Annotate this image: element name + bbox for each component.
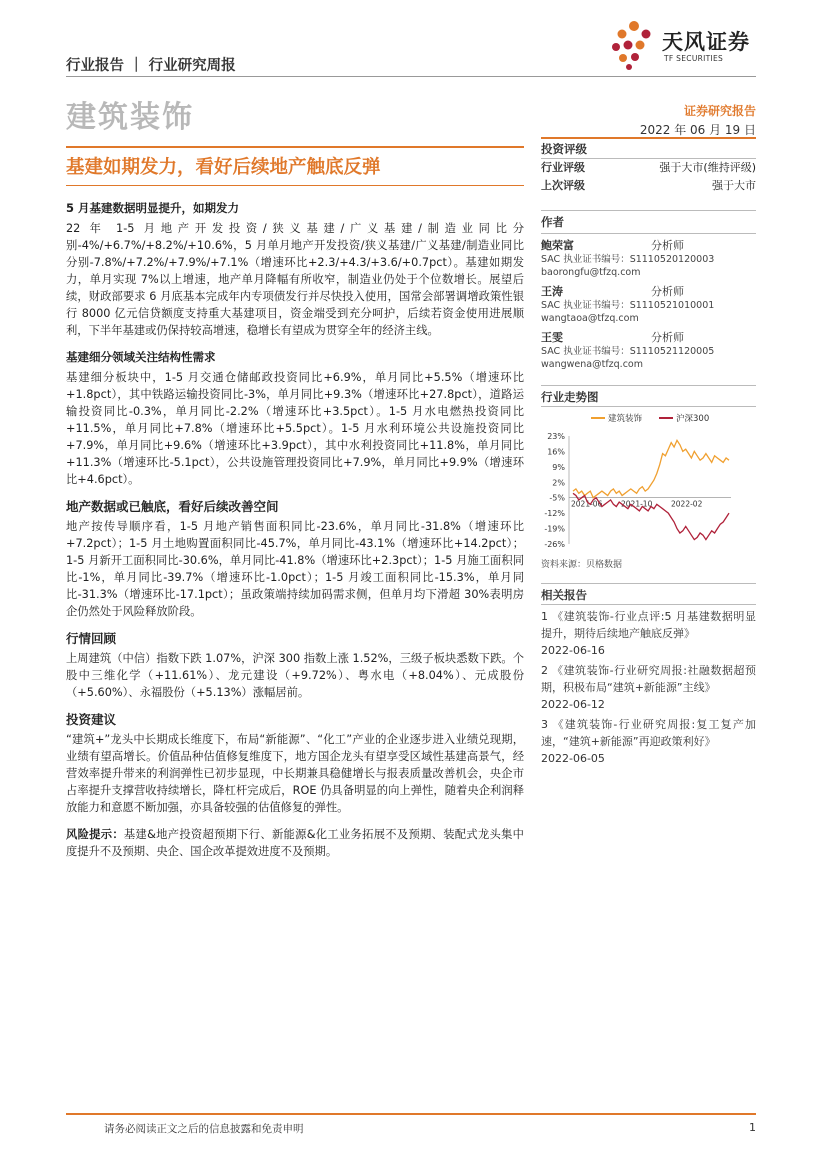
rating-row-current — [541, 159, 756, 177]
trend-heading: 行业走势图 — [541, 390, 599, 404]
related-report-title[interactable]: 3 《建筑装饰-行业研究周报:复工复产加速，“建筑+新能源”再迎政策利好》 — [541, 718, 756, 748]
analyst-card — [541, 283, 756, 325]
report-date: 2022 年 06 月 19 日 — [639, 123, 756, 137]
y-tick-label: -12% — [544, 509, 565, 519]
y-tick-label: -19% — [544, 524, 565, 534]
risk-paragraph — [66, 826, 524, 860]
related-heading: 相关报告 — [541, 588, 587, 602]
section-heading-infra-segments: 基建细分领域关注结构性需求 — [66, 350, 216, 364]
title-top-rule — [66, 146, 524, 148]
legend-label: 沪深300 — [676, 414, 710, 424]
tf-logo-icon — [608, 18, 660, 70]
related-report-date: 2022-06-05 — [541, 752, 605, 765]
rating-value-previous: 强于大市 — [712, 179, 756, 192]
footer-rule — [66, 1113, 756, 1115]
section-paragraph-infra-data: 22 年 1-5 月地产开发投资/狭义基建/广义基建/制造业同比分别-4%/+6.7%/+8.2%/+10.6%，5 月单月地产开发投资/狭义基建/广义基建/制造业同比分别-7.8%/+7.2%/+7.9%/+7.1%（增速环比+2.3/+4.3/+3.6/+0.7pct）。基建如期发力，单月实现 7%以上增速，地产单月降幅有所收窄，制造业仍处于个位数增长。展望后续，财政部要求 6 月底基本完成年内专项债发行并尽快投入使用，国常会部署调增政策性银行 8000 亿元信贷额度支持重大基建项目，资金端受到充分呵护，后续若资金使用进展顺利，下半年基建或仍保持较高增速，稳增长有望成为贯穿全年的经济主线。 — [66, 222, 524, 337]
analyst-name: 王雯 — [541, 331, 563, 344]
trend-top-rule — [541, 385, 756, 386]
analyst-role: 分析师 — [651, 239, 684, 252]
y-tick-label: -5% — [549, 493, 565, 503]
analyst-cert: SAC 执业证书编号：S1110521010001 — [541, 300, 715, 311]
page-number: 1 — [749, 1121, 756, 1134]
related-report-item[interactable] — [541, 662, 756, 713]
logo-name-en: TF SECURITIES — [664, 54, 724, 63]
analyst-role: 分析师 — [651, 331, 684, 344]
rating-value-current: 强于大市(维持评级) — [659, 161, 756, 174]
y-tick-label: 2% — [552, 478, 565, 488]
analyst-cert: SAC 执业证书编号：S1110520120003 — [541, 254, 715, 265]
analyst-email[interactable]: wangtaoa@tfzq.com — [541, 313, 639, 324]
related-report-item[interactable] — [541, 716, 756, 767]
analyst-email[interactable]: wangwena@tfzq.com — [541, 359, 643, 370]
x-tick-label: 2021-10 — [621, 499, 653, 509]
title-bottom-rule — [66, 185, 524, 186]
section-paragraph-advice: “建筑+”龙头中长期成长维度下，布局“新能源”、“化工”产业的企业逐步进入业绩兑现期，业绩有望高增长。价值品种估值修复维度下，地方国企龙头有望享受区域性基建高景气，经营效率提升带来的利润弹性已初步显现，中长期兼具稳健增长与报表质量改善机会，央企市占率提升支撑营收持续增长，降杠杆完成后，ROE 仍具备明显的向上弹性，随着央企利润释放能力和意愿不断加强，亦具备较强的估值修复的弹性。 — [66, 733, 524, 814]
section-heading-property: 地产数据或已触底，看好后续改善空间 — [66, 499, 279, 514]
author-heading: 作者 — [541, 215, 564, 229]
header-divider — [66, 76, 756, 77]
logo-name-cn: 天风证券 — [662, 30, 750, 54]
rating-top-rule — [541, 137, 756, 139]
series-line — [573, 440, 729, 497]
report-kind: 证券研究报告 — [683, 104, 756, 118]
rating-label-previous: 上次评级 — [541, 179, 585, 192]
x-tick-label: 2022-02 — [671, 499, 703, 509]
section-heading-advice: 投资建议 — [66, 712, 117, 727]
related-report-title[interactable]: 1 《建筑装饰-行业点评:5 月基建数据明显提升，期待后续地产触底反弹》 — [541, 610, 756, 640]
y-tick-label: 9% — [552, 462, 565, 472]
industry-trend-chart — [541, 410, 756, 550]
main-body — [66, 200, 524, 866]
related-block — [541, 586, 756, 767]
analyst-name: 王涛 — [541, 285, 563, 298]
chart-source: 资料来源：贝格数据 — [541, 560, 623, 570]
rating-row-previous — [541, 177, 756, 195]
risk-text: 基建&地产投资超预期下行、新能源&化工业务拓展不及预期、装配式龙头集中度提升不及预期、央企、国企改革提效进度不及预期。 — [66, 828, 524, 858]
related-report-date: 2022-06-16 — [541, 644, 605, 657]
section-heading-market: 行情回顾 — [66, 631, 117, 646]
section-paragraph-infra-segments: 基建细分板块中，1-5 月交通仓储邮政投资同比+6.9%，单月同比+5.5%（增速环比+1.8pct），其中铁路运输投资同比-3%，单月同比+9.3%（增速环比+27.8pct），道路运输投资同比-0.3%，单月同比-2.2%（增速环比+3.5pct）。1-5 月水电燃热投资同比+11.5%，单月同比+7.8%（增速环比+5.5pct）。1-5 月水利环境公共设施投资同比+7.9%，单月同比+9.6%（增速环比+3.9pct），其中水利投资同比+11.8%，单月同比+11.3%（增速环比-5.1pct），公共设施管理投资同比+7.9%，单月同比+9.9%（增速环比+4.6pct）。 — [66, 371, 524, 486]
y-tick-label: -26% — [544, 540, 565, 549]
footer-disclaimer: 请务必阅读正文之后的信息披露和免责申明 — [104, 1123, 304, 1135]
related-report-date: 2022-06-12 — [541, 698, 605, 711]
section-paragraph-market: 上周建筑（中信）指数下跌 1.07%，沪深 300 指数上涨 1.52%，三级子板块悉数下跌。个股中三维化学（+11.61%）、龙元建设（+9.72%）、粤水电（+8.04%）、元成股份（+5.60%）、永福股份（+5.13%）涨幅居前。 — [66, 652, 524, 699]
analyst-name: 鲍荣富 — [541, 239, 574, 252]
trend-block — [541, 388, 756, 407]
analyst-card — [541, 329, 756, 371]
x-tick-label: 2021-06 — [571, 499, 603, 509]
y-tick-label: 16% — [547, 447, 565, 457]
analyst-card — [541, 237, 756, 279]
industry-name: 建筑装饰 — [66, 100, 194, 135]
section-paragraph-property: 地产按传导顺序看，1-5 月地产销售面积同比-23.6%，单月同比-31.8%（增速环比+7.2pct）；1-5 月土地购置面积同比-45.7%，单月同比-43.1%（增速环比+14.2pct）；1-5 月新开工面积同比-30.6%，单月同比-41.8%（增速环比+2.3pct）；1-5 月施工面积同比-1%，单月同比-39.7%（增速环比-1.0pct）；1-5 月竣工面积同比-15.3%，单月同比-31.3%（增速环比-17.1pct）；虽政策端持续加码需求侧，但单月均下滑超 30%表明房企仍然处于风险释放阶段。 — [66, 520, 524, 618]
related-top-rule — [541, 583, 756, 584]
rating-label-current: 行业评级 — [541, 161, 585, 174]
section-heading-infra-data: 5 月基建数据明显提升，如期发力 — [66, 201, 240, 215]
related-report-title[interactable]: 2 《建筑装饰-行业研究周报:社融数据超预期，积极布局“建筑+新能源”主线》 — [541, 664, 756, 694]
report-title: 基建如期发力，看好后续地产触底反弹 — [66, 157, 381, 178]
rating-heading: 投资评级 — [541, 142, 587, 156]
analyst-cert: SAC 执业证书编号：S1110521120005 — [541, 346, 715, 357]
doc-type: 行业报告 ｜ 行业研究周报 — [66, 58, 236, 74]
y-tick-label: 23% — [547, 432, 565, 441]
analyst-role: 分析师 — [651, 285, 684, 298]
related-report-item[interactable] — [541, 608, 756, 659]
analyst-email[interactable]: baorongfu@tfzq.com — [541, 267, 641, 278]
rating-block — [541, 140, 756, 195]
legend-label: 建筑装饰 — [608, 414, 643, 424]
author-top-rule — [541, 210, 756, 211]
author-block — [541, 213, 756, 371]
risk-label: 风险提示： — [66, 828, 124, 841]
